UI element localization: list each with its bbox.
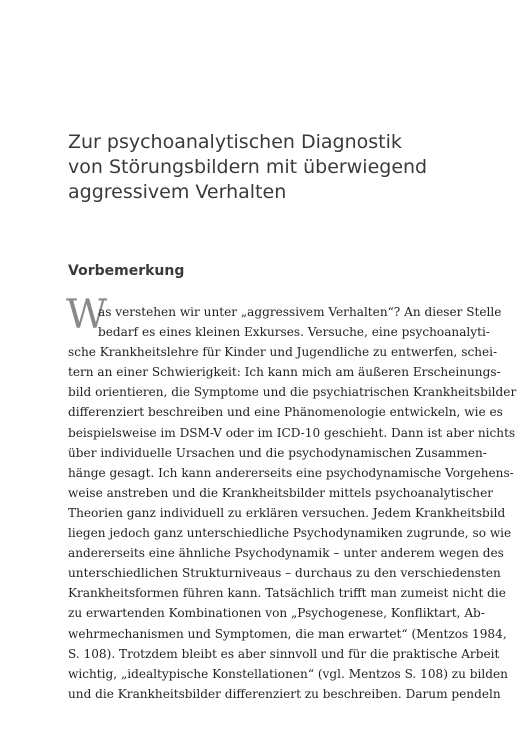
chapter-title bbox=[68, 130, 488, 205]
body-line: wichtig, „idealtypische Konstellationen“ (vgl. Mentzos S. 108) zu bilden bbox=[68, 666, 508, 681]
body-line: über individuelle Ursachen und die psychodynamischen Zusammen- bbox=[68, 445, 487, 460]
body-line: wehrmechanismen und Symptomen, die man erwartet“ (Mentzos 1984, bbox=[68, 626, 507, 641]
chapter-title-line: aggressivem Verhalten bbox=[68, 181, 287, 203]
body-line: unterschiedlichen Strukturniveaus – durchaus zu den verschiedensten bbox=[68, 566, 501, 581]
body-line: zu erwartenden Kombinationen von „Psychogenese, Konfliktart, Ab- bbox=[68, 606, 485, 621]
body-line: beispielsweise im DSM-V oder im ICD-10 geschieht. Dann ist aber nichts bbox=[68, 425, 516, 440]
body-line: S. 108). Trotzdem bleibt es aber sinnvoll und für die praktische Arbeit bbox=[68, 646, 500, 661]
chapter-title-line: von Störungsbildern mit überwiegend bbox=[68, 156, 428, 178]
body-line: und die Krankheitsbilder differenziert zu beschreiben. Darum pendeln bbox=[68, 686, 501, 701]
body-line: bedarf es eines kleinen Exkurses. Versuche, eine psychoanalyti- bbox=[98, 325, 490, 340]
chapter-title-line: Zur psychoanalytischen Diagnostik bbox=[68, 131, 402, 153]
body-line: liegen jedoch ganz unterschiedliche Psychodynamiken zugrunde, so wie bbox=[68, 526, 512, 541]
body-line: weise anstreben und die Krankheitsbilder mittels psychoanalytischer bbox=[68, 485, 494, 500]
section-heading: Vorbemerkung bbox=[68, 263, 185, 279]
body-line: tern an einer Schwierigkeit: Ich kann mich am äußeren Erscheinungs- bbox=[68, 365, 501, 380]
body-paragraph bbox=[68, 302, 517, 704]
body-line: differenziert beschreiben und eine Phänomenologie entwickeln, wie es bbox=[68, 405, 503, 420]
body-line: Theorien ganz individuell zu erklären versuchen. Jedem Krankheitsbild bbox=[68, 505, 506, 520]
body-line: bild orientieren, die Symptome und die psychiatrischen Krankheitsbilder bbox=[68, 385, 517, 400]
body-line: andererseits eine ähnliche Psychodynamik – unter anderem wegen des bbox=[68, 546, 504, 561]
body-line: as verstehen wir unter „aggressivem Verhalten“? An dieser Stelle bbox=[98, 305, 502, 319]
body-line: sche Krankheitslehre für Kinder und Jugendliche zu entwerfen, schei- bbox=[68, 345, 498, 360]
body-line: Krankheitsformen führen kann. Tatsächlich trifft man zumeist nicht die bbox=[68, 586, 506, 601]
body-line: hänge gesagt. Ich kann andererseits eine psychodynamische Vorgehens- bbox=[68, 465, 514, 480]
drop-cap: W bbox=[66, 292, 108, 338]
